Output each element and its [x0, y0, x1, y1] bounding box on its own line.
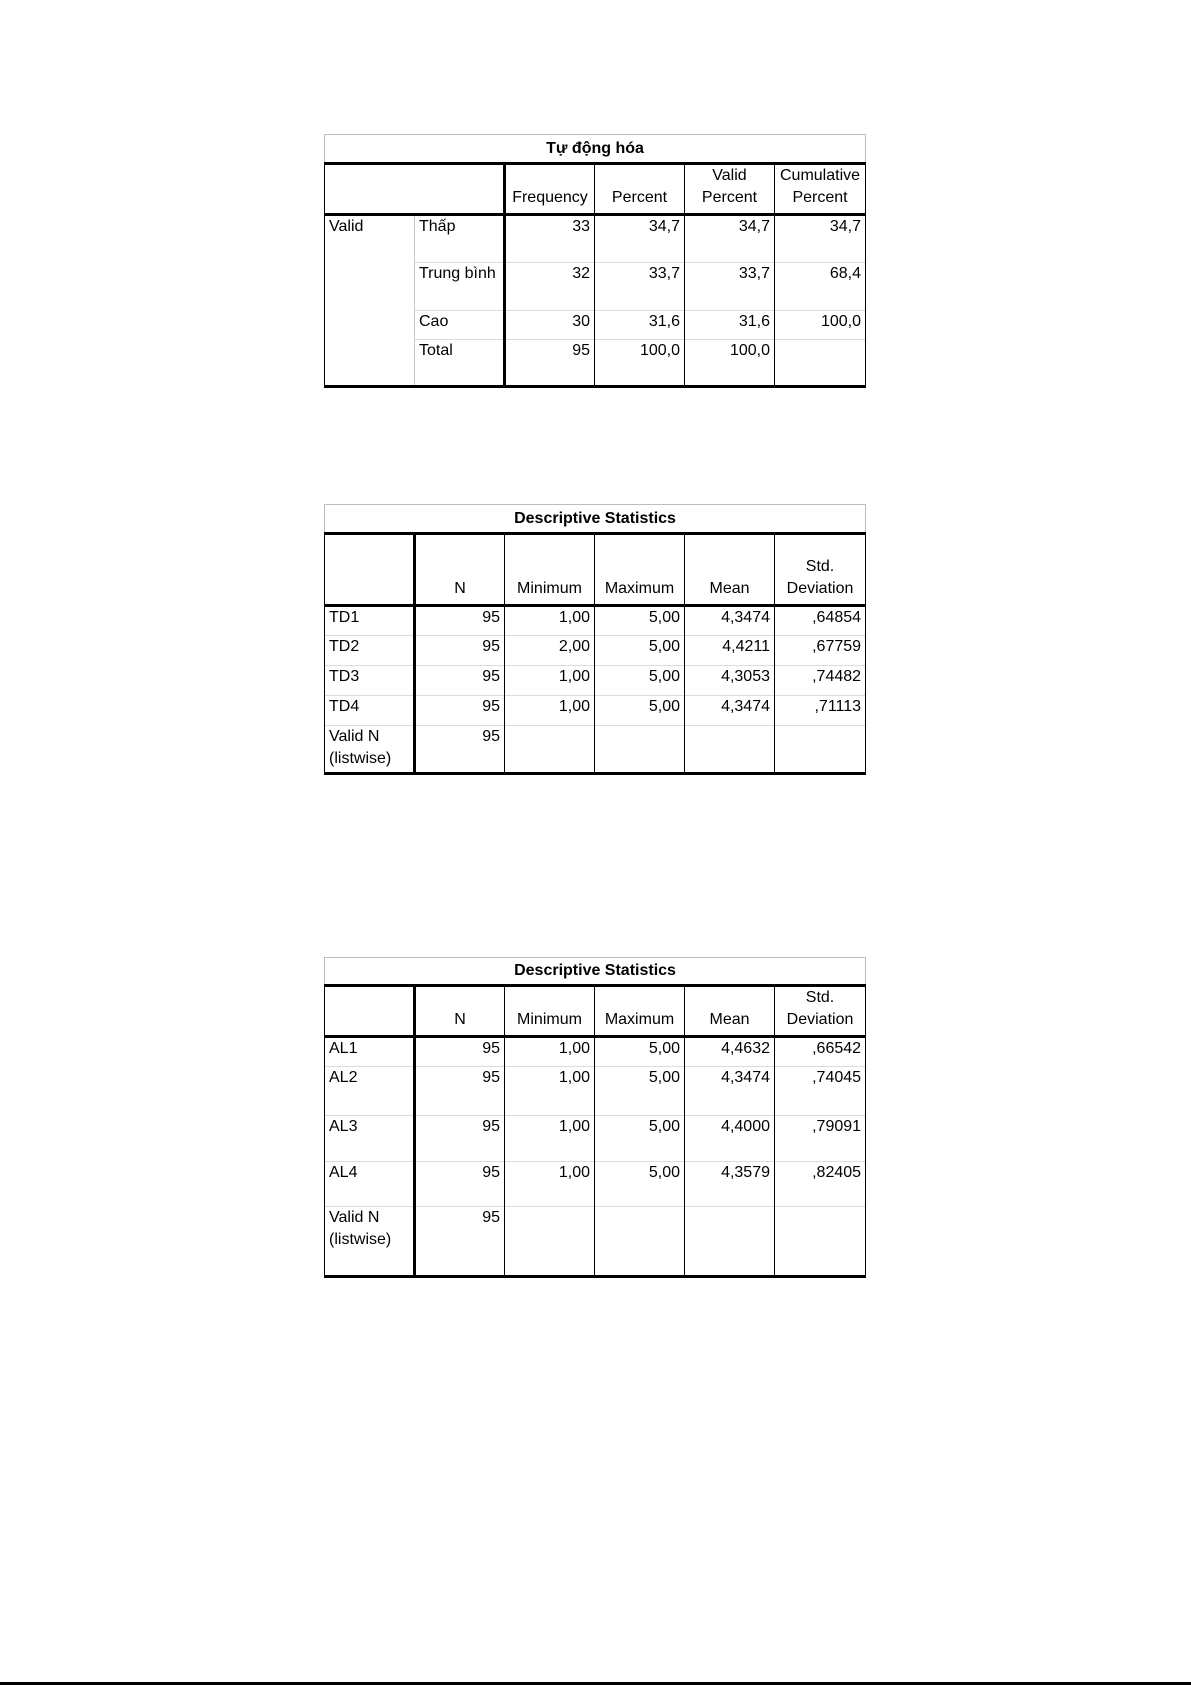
row-label: AL2	[325, 1067, 415, 1116]
header-stub	[325, 534, 415, 606]
row-label: TD2	[325, 636, 415, 666]
cell-frequency: 32	[505, 263, 595, 311]
frequency-table	[324, 134, 866, 388]
cell-mean: 4,3474	[685, 1067, 775, 1116]
cell-mean: 4,3474	[685, 606, 775, 636]
row-label: Thấp	[415, 215, 505, 263]
row-label: TD4	[325, 696, 415, 726]
header-stub	[325, 986, 415, 1037]
cell-std-deviation: ,74045	[775, 1067, 866, 1116]
valid-n-label: Valid N (listwise)	[325, 726, 415, 774]
header-minimum: Minimum	[505, 986, 595, 1037]
cell-mean: 4,3474	[685, 696, 775, 726]
cell-maximum: 5,00	[595, 1067, 685, 1116]
row-label: TD1	[325, 606, 415, 636]
valid-n-label: Valid N (listwise)	[325, 1207, 415, 1277]
cell-percent: 34,7	[595, 215, 685, 263]
cell-cumulative-percent: 100,0	[775, 311, 866, 340]
header-std-deviation: Std. Deviation	[775, 534, 866, 606]
cell-frequency: 30	[505, 311, 595, 340]
cell-maximum: 5,00	[595, 1162, 685, 1207]
table-title: Tự động hóa	[325, 135, 866, 164]
row-label: TD3	[325, 666, 415, 696]
cell-std-deviation: ,82405	[775, 1162, 866, 1207]
cell-maximum: 5,00	[595, 666, 685, 696]
header-cumulative-percent: Cumulative Percent	[775, 164, 866, 215]
header-mean: Mean	[685, 534, 775, 606]
cell-maximum: 5,00	[595, 636, 685, 666]
cell-minimum: 1,00	[505, 1067, 595, 1116]
header-stub	[325, 164, 505, 215]
cell-n: 95	[415, 1162, 505, 1207]
header-n: N	[415, 534, 505, 606]
row-label: Cao	[415, 311, 505, 340]
cell-mean: 4,3053	[685, 666, 775, 696]
cell-mean: 4,4211	[685, 636, 775, 666]
cell-valid-percent: 34,7	[685, 215, 775, 263]
empty-cell	[775, 1207, 866, 1277]
header-minimum: Minimum	[505, 534, 595, 606]
cell-minimum: 1,00	[505, 666, 595, 696]
row-label: AL1	[325, 1037, 415, 1067]
cell-n: 95	[415, 1207, 505, 1277]
cell-percent: 33,7	[595, 263, 685, 311]
cell-n: 95	[415, 1067, 505, 1116]
cell-std-deviation: ,66542	[775, 1037, 866, 1067]
row-label: AL3	[325, 1116, 415, 1162]
cell-minimum: 2,00	[505, 636, 595, 666]
table-title: Descriptive Statistics	[325, 505, 866, 534]
cell-percent: 31,6	[595, 311, 685, 340]
cell-n: 95	[415, 1037, 505, 1067]
header-mean: Mean	[685, 986, 775, 1037]
cell-valid-percent: 33,7	[685, 263, 775, 311]
cell-n: 95	[415, 1116, 505, 1162]
cell-frequency: 95	[505, 340, 595, 387]
row-label: AL4	[325, 1162, 415, 1207]
cell-maximum: 5,00	[595, 1037, 685, 1067]
empty-cell	[685, 1207, 775, 1277]
empty-cell	[595, 1207, 685, 1277]
header-valid-percent: Valid Percent	[685, 164, 775, 215]
header-n: N	[415, 986, 505, 1037]
cell-percent: 100,0	[595, 340, 685, 387]
cell-n: 95	[415, 696, 505, 726]
table-title: Descriptive Statistics	[325, 958, 866, 986]
empty-cell	[505, 1207, 595, 1277]
header-percent: Percent	[595, 164, 685, 215]
cell-mean: 4,4000	[685, 1116, 775, 1162]
cell-std-deviation: ,74482	[775, 666, 866, 696]
cell-minimum: 1,00	[505, 696, 595, 726]
cell-frequency: 33	[505, 215, 595, 263]
cell-maximum: 5,00	[595, 606, 685, 636]
cell-n: 95	[415, 726, 505, 774]
empty-cell	[685, 726, 775, 774]
cell-mean: 4,3579	[685, 1162, 775, 1207]
cell-n: 95	[415, 606, 505, 636]
row-label: Total	[415, 340, 505, 387]
header-frequency: Frequency	[505, 164, 595, 215]
cell-minimum: 1,00	[505, 1037, 595, 1067]
cell-maximum: 5,00	[595, 696, 685, 726]
cell-std-deviation: ,79091	[775, 1116, 866, 1162]
cell-valid-percent: 100,0	[685, 340, 775, 387]
cell-std-deviation: ,71113	[775, 696, 866, 726]
cell-std-deviation: ,64854	[775, 606, 866, 636]
descriptive-stats-table-al	[324, 957, 866, 1278]
empty-cell	[505, 726, 595, 774]
cell-n: 95	[415, 636, 505, 666]
cell-minimum: 1,00	[505, 606, 595, 636]
cell-cumulative-percent: 34,7	[775, 215, 866, 263]
cell-minimum: 1,00	[505, 1116, 595, 1162]
descriptive-stats-table-td	[324, 504, 866, 775]
header-std-deviation: Std. Deviation	[775, 986, 866, 1037]
row-group-label: Valid	[325, 215, 415, 387]
cell-maximum: 5,00	[595, 1116, 685, 1162]
header-maximum: Maximum	[595, 534, 685, 606]
cell-valid-percent: 31,6	[685, 311, 775, 340]
cell-cumulative-percent	[775, 340, 866, 387]
row-label: Trung bình	[415, 263, 505, 311]
cell-mean: 4,4632	[685, 1037, 775, 1067]
cell-n: 95	[415, 666, 505, 696]
cell-cumulative-percent: 68,4	[775, 263, 866, 311]
empty-cell	[595, 726, 685, 774]
empty-cell	[775, 726, 866, 774]
header-maximum: Maximum	[595, 986, 685, 1037]
cell-std-deviation: ,67759	[775, 636, 866, 666]
cell-minimum: 1,00	[505, 1162, 595, 1207]
